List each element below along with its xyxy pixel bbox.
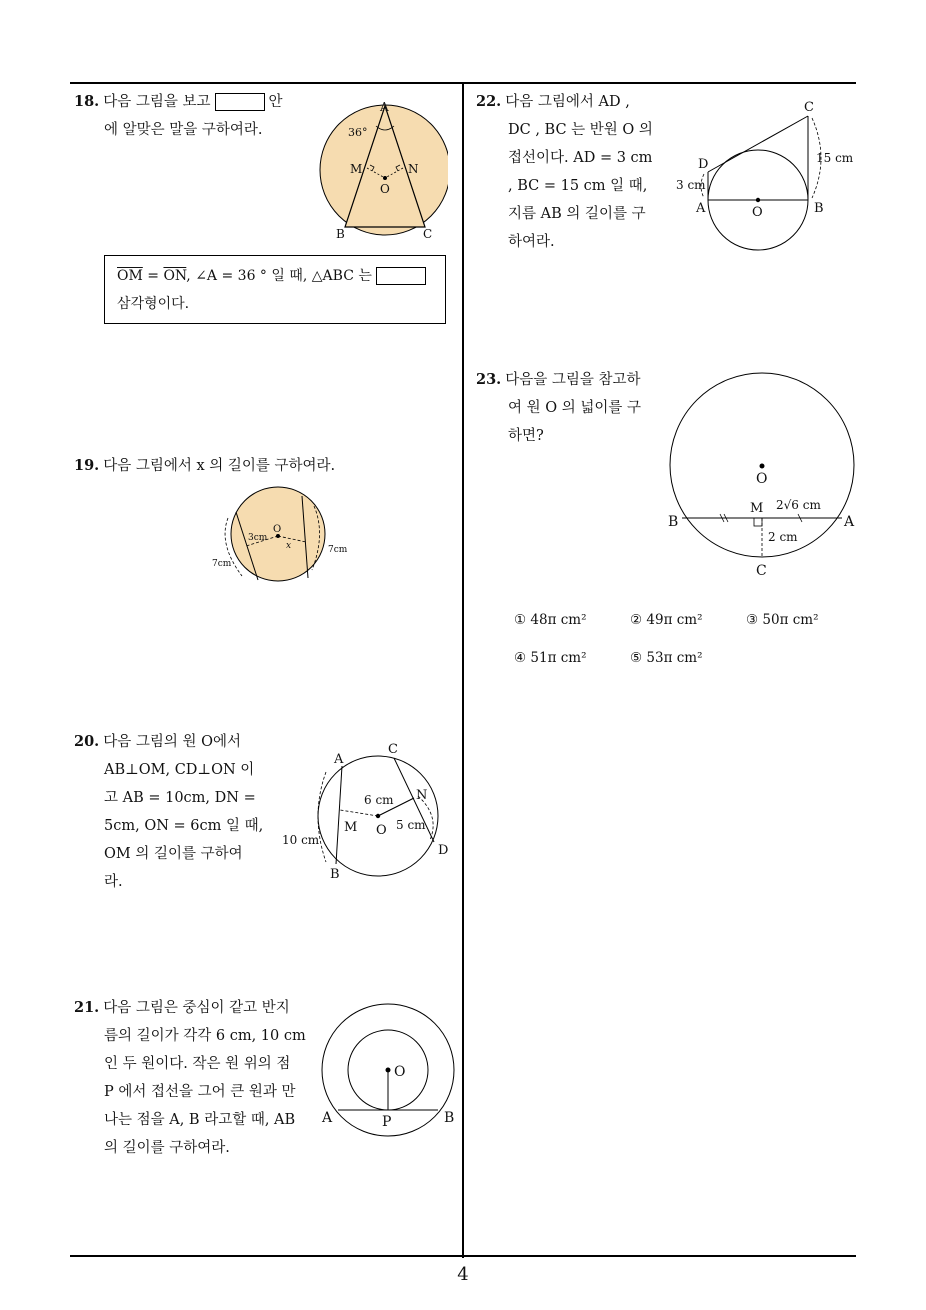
q23-choice-5[interactable]: ⑤ 53π cm² [630, 650, 703, 666]
q18-figure [318, 96, 448, 246]
q20-label-ab: 10 cm [282, 833, 320, 847]
q23-choice-3[interactable]: ③ 50π cm² [746, 612, 819, 628]
q18-label-C: C [423, 227, 433, 241]
q18-label-O: O [380, 182, 390, 196]
q22-label-C: C [804, 100, 814, 115]
q20-label-M: M [344, 820, 358, 835]
q18-label-N: N [408, 162, 419, 176]
bottom-rule [70, 1255, 856, 1257]
q20-text: 20. 다음 그림의 원 O에서 AB⊥OM, CD⊥ON 이 고 AB = 10cm, DN = 5cm, ON = 6cm 일 때, OM 의 길이를 구하여 라. [74, 733, 264, 890]
q21-figure [318, 1000, 462, 1140]
q23-label-M: M [750, 501, 764, 516]
q18-text: 18. 다음 그림을 보고 안 에 알맞은 말을 구하여라. [74, 93, 283, 138]
q22-label-D: D [698, 157, 709, 172]
page-number: 4 [457, 1264, 469, 1285]
q23-choices [514, 612, 854, 672]
q23-label-C: C [756, 563, 767, 579]
q19-label-right: 7cm [328, 545, 348, 555]
column-divider [462, 82, 464, 1258]
q19-label-r: 3cm [248, 533, 268, 543]
q22-figure [672, 96, 856, 254]
q23-text: 23. 다음을 그림을 참고하 여 원 O 의 넓이를 구 하면? [476, 371, 641, 444]
q20-label-D: D [438, 843, 449, 858]
q20-label-A: A [334, 752, 344, 767]
q19-text: 19. 다음 그림에서 x 의 길이를 구하여라. [74, 457, 336, 474]
q22-text: 22. 다음 그림에서 AD , DC , BC 는 반원 O 의 접선이다. AD = 3 cm , BC = 15 cm 일 때, 지름 AB 의 길이를 구 하여라. [476, 93, 653, 250]
q23-label-mc: 2 cm [768, 530, 798, 544]
q23-label-ma: 2√6 cm [776, 498, 821, 512]
q18-label-angle: 36° [348, 126, 368, 139]
q19-label-O: O [273, 524, 282, 535]
q21-label-B: B [444, 1110, 455, 1126]
q18-answer-blank[interactable] [215, 93, 265, 111]
q20-label-C: C [388, 742, 398, 757]
q18-statement-box: $\overline{OM} = \overline{ON}$, ∠A = 36 ° 일 때, △ABC 는 삼각형이다. [104, 255, 446, 324]
q20-figure [280, 736, 460, 886]
q20-label-O: O [376, 823, 387, 838]
q23-label-O: O [756, 471, 768, 487]
q23-choice-4[interactable]: ④ 51π cm² [514, 650, 587, 666]
q23-number: 23. [476, 371, 502, 388]
q18-label-A: A [380, 100, 389, 114]
q20-label-dn: 5 cm [396, 818, 426, 832]
q21-label-P: P [382, 1114, 392, 1130]
q22-label-O: O [752, 205, 763, 220]
q22-label-A: A [696, 201, 706, 216]
q20-label-on: 6 cm [364, 793, 394, 807]
q21-text: 21. 다음 그림은 중심이 같고 반지 름의 길이가 각각 6 cm, 10 cm 인 두 원이다. 작은 원 위의 점 P 에서 접선을 그어 큰 원과 만 나는 점을 A, B 라고할 때, AB 의 길이를 구하여라. [74, 999, 306, 1156]
q20-label-B: B [330, 867, 340, 882]
q21-number: 21. [74, 999, 100, 1016]
q18-number: 18. [74, 93, 100, 110]
q20-number: 20. [74, 733, 100, 750]
q19-label-x: x [286, 541, 292, 551]
q22-number: 22. [476, 93, 502, 110]
q21-label-A: A [322, 1110, 333, 1126]
q22-label-B: B [814, 201, 824, 216]
q22-label-ad: 3 cm [676, 178, 706, 192]
q23-label-B: B [668, 514, 679, 530]
q18-label-M: M [350, 162, 363, 176]
q18-label-B: B [336, 227, 345, 241]
q21-label-O: O [394, 1064, 406, 1080]
q23-choice-2[interactable]: ② 49π cm² [630, 612, 703, 628]
q20-label-N: N [416, 788, 428, 803]
q22-label-bc: 15 cm [816, 151, 854, 165]
q19-label-left: 7cm [212, 559, 232, 569]
q23-figure [664, 370, 860, 582]
q18-box-answer-blank[interactable] [376, 267, 426, 285]
q19-figure [206, 484, 356, 594]
q19-number: 19. [74, 457, 100, 474]
q23-choice-1[interactable]: ① 48π cm² [514, 612, 587, 628]
q23-label-A: A [844, 514, 855, 530]
